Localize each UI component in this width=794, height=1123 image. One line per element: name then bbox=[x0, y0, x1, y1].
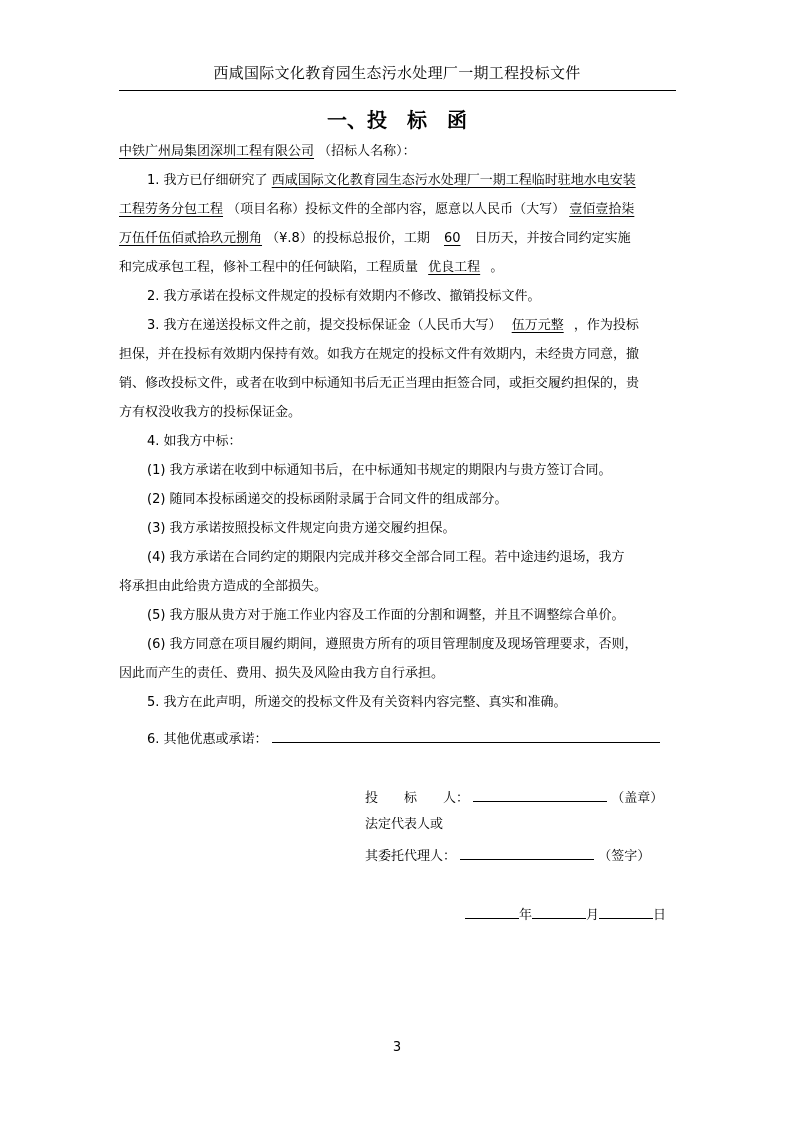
signature-suffix: （签字） bbox=[598, 849, 651, 864]
clause-1-prefix: 1. 我方已仔细研究了 bbox=[147, 173, 268, 188]
header-rule bbox=[119, 90, 676, 91]
document-title: 一、投 标 函 bbox=[327, 108, 467, 132]
clause-4-item-1: (1) 我方承诺在收到中标通知书后，在中标通知书规定的期限内与贵方签订合同。 bbox=[147, 463, 612, 478]
clause-4-heading: 4. 如我方中标： bbox=[147, 434, 242, 449]
clause-4-item-5: (5) 我方服从贵方对于施工作业内容及工作面的分割和调整，并且不调整综合单价。 bbox=[147, 608, 625, 623]
clause-3-line-4: 方有权没收我方的投标保证金。 bbox=[119, 405, 302, 420]
clause-3-prefix: 3. 我方在递送投标文件之前，提交投标保证金（人民币大写） bbox=[147, 318, 502, 333]
clause-1-days-suffix: 日历天，并按合同约定实施 bbox=[474, 231, 631, 246]
page-number: 3 bbox=[392, 1040, 402, 1055]
year-label: 年 bbox=[519, 908, 533, 923]
salutation bbox=[119, 143, 679, 161]
clause-1-line-1 bbox=[147, 172, 679, 190]
agent-signature-blank[interactable] bbox=[460, 845, 594, 860]
legal-rep-label: 法定代表人或 bbox=[365, 817, 444, 832]
construction-days: 60 bbox=[443, 231, 461, 246]
clause-3-suffix: ，作为投标 bbox=[573, 318, 639, 333]
clause-4-item-4-line-2: 将承担由此给贵方造成的全部损失。 bbox=[119, 579, 328, 594]
bid-bond-amount: 伍万元整 bbox=[511, 318, 564, 333]
clause-3-line-3: 销、修改投标文件，或者在收到中标通知书后无正当理由拒签合同，或拒交履约担保的，贵 bbox=[119, 376, 640, 391]
other-commitments-blank[interactable] bbox=[272, 728, 660, 743]
clause-4-item-6-line-1: (6) 我方同意在项目履约期间，遵照贵方所有的项目管理制度及现场管理要求，否则， bbox=[147, 637, 638, 652]
bidder-label: 投 标 人： bbox=[365, 791, 470, 806]
recipient-suffix: （招标人名称）： bbox=[318, 144, 416, 159]
clause-4-item-4-line-1: (4) 我方承诺在合同约定的期限内完成并移交全部合同工程。若中途违约退场，我方 bbox=[147, 550, 625, 565]
clause-1-quality-prefix: 和完成承包工程，修补工程中的任何缺陷，工程质量 bbox=[119, 260, 419, 275]
day-label: 日 bbox=[653, 908, 667, 923]
month-blank[interactable] bbox=[532, 904, 586, 919]
clause-1-mid-text: （项目名称）投标文件的全部内容，愿意以人民币（大写） bbox=[227, 202, 566, 217]
clause-1-end: 。 bbox=[490, 260, 504, 275]
clause-4-item-6-line-2: 因此而产生的责任、费用、损失及风险由我方自行承担。 bbox=[119, 666, 445, 681]
clause-3-line-2: 担保，并在投标有效期内保持有效。如我方在规定的投标文件有效期内，未经贵方同意，撤 bbox=[119, 347, 640, 362]
clause-4-item-3: (3) 我方承诺按照投标文件规定向贵方递交履约担保。 bbox=[147, 521, 456, 536]
bidder-row bbox=[365, 787, 663, 808]
header-title: 西咸国际文化教育园生态污水处理厂一期工程投标文件 bbox=[213, 64, 581, 82]
project-name-part-2: 工程劳务分包工程 bbox=[119, 202, 224, 217]
month-label: 月 bbox=[586, 908, 600, 923]
clause-1-line-3 bbox=[119, 230, 679, 248]
year-blank[interactable] bbox=[465, 904, 519, 919]
clause-1-price-text: （¥.8）的投标总报价，工期 bbox=[266, 231, 430, 246]
clause-1-line-4 bbox=[119, 259, 679, 277]
seal-suffix: （盖章） bbox=[611, 791, 664, 806]
recipient-name: 中铁广州局集团深圳工程有限公司 bbox=[119, 144, 315, 159]
bidder-seal-blank[interactable] bbox=[473, 787, 607, 802]
project-name-part-1: 西咸国际文化教育园生态污水处理厂一期工程临时驻地水电安装 bbox=[271, 173, 636, 188]
date-row bbox=[465, 904, 666, 925]
day-blank[interactable] bbox=[599, 904, 653, 919]
agent-label: 其委托代理人： bbox=[365, 849, 457, 864]
clause-4-item-2: (2) 随同本投标函递交的投标函附录属于合同文件的组成部分。 bbox=[147, 492, 508, 507]
clause-5: 5. 我方在此声明，所递交的投标文件及有关资料内容完整、真实和准确。 bbox=[147, 695, 567, 710]
bid-amount-part-1: 壹佰壹拾柒 bbox=[569, 202, 635, 217]
quality-grade: 优良工程 bbox=[428, 260, 481, 275]
clause-6 bbox=[147, 728, 679, 746]
clause-2: 2. 我方承诺在投标文件规定的投标有效期内不修改、撤销投标文件。 bbox=[147, 289, 541, 304]
bid-amount-part-2: 万伍仟伍佰贰拾玖元捌角 bbox=[119, 231, 263, 246]
agent-row bbox=[365, 845, 650, 866]
clause-3-line-1 bbox=[147, 317, 679, 335]
clause-6-label: 6. 其他优惠或承诺： bbox=[147, 732, 268, 747]
clause-1-line-2 bbox=[119, 201, 679, 219]
